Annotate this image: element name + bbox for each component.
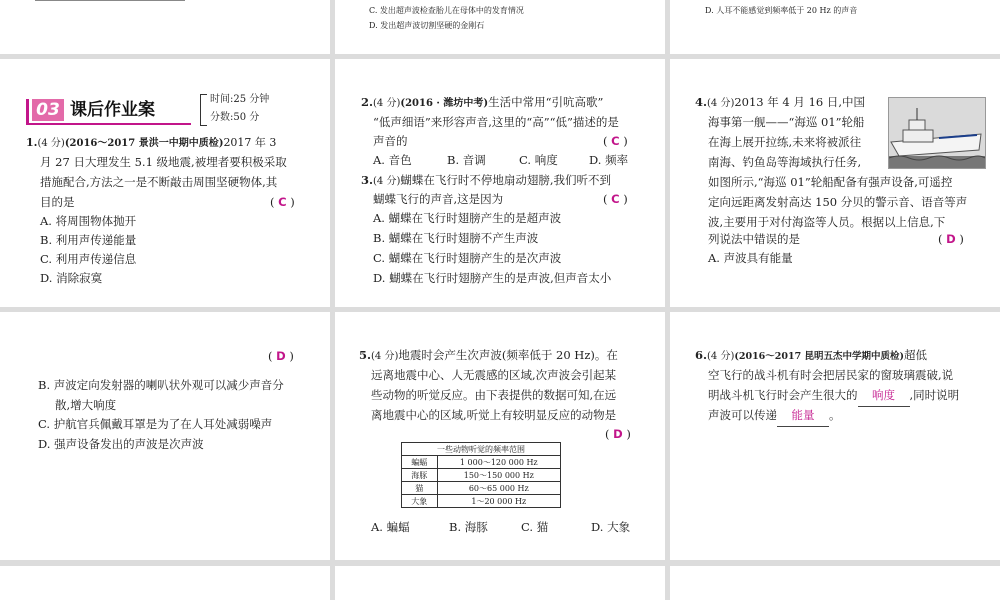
range-cell: 1～20 000 Hz: [437, 495, 560, 508]
question-text: 蝴蝶在飞行时不停地扇动翅膀,我们听不到: [400, 173, 612, 187]
question-5-line-3: 些动物的听觉反应。由下表提供的数据可知,在远: [371, 388, 617, 402]
answer-letter: D: [276, 349, 286, 363]
question-4-line-7: 波,主要用于对付海盗等人员。根据以上信息,下: [708, 215, 946, 229]
question-text: 超低: [904, 348, 928, 362]
badge-title: 课后作业案: [70, 100, 155, 120]
option-b: B. 利用声传递能量: [40, 233, 137, 247]
hearing-frequency-table: [401, 442, 561, 508]
question-2-line-3: 声音的: [373, 134, 408, 148]
question-5-line-1: [359, 346, 618, 367]
option-c: C. 护航官兵佩戴耳罩是为了在人耳处减弱噪声: [38, 417, 273, 431]
answer-box: ( D ): [605, 427, 631, 441]
slide-question-4-continued: [0, 312, 330, 560]
divider-line: [35, 0, 185, 1]
option-b: B. 音调: [447, 153, 486, 167]
time-limit: 时间:25 分钟: [210, 94, 270, 105]
animal-cell: 大象: [402, 495, 438, 508]
slide-top-right: [670, 0, 1000, 54]
option-c: C. 响度: [519, 153, 558, 167]
ship-image: [888, 97, 986, 169]
question-number: 6.: [695, 348, 708, 362]
question-points: (4 分): [373, 98, 401, 109]
table-row: [402, 456, 561, 469]
question-6-line-4: [708, 406, 841, 427]
question-number: 5.: [359, 348, 372, 362]
slide-question-5: [335, 312, 665, 560]
badge-bar-left: [26, 99, 29, 123]
question-4-line-3: 在海上展开拉练,未来将被派往: [708, 135, 862, 149]
answer-letter: C: [611, 134, 620, 148]
question-1-line-2: 月 27 日大理发生 5.1 级地震,被埋者要积极采取: [40, 155, 287, 169]
table-title: 一些动物听觉的频率范围: [402, 443, 561, 456]
option-c: C. 猫: [521, 520, 549, 534]
table-row: [402, 482, 561, 495]
option-c: C. 发出超声波检查胎儿在母体中的发育情况: [369, 6, 524, 15]
option-d: D. 消除寂寞: [40, 271, 103, 285]
option-d: D. 频率: [589, 153, 629, 167]
option-c: C. 利用声传递信息: [40, 252, 137, 266]
question-points: (4 分): [707, 98, 735, 109]
range-cell: 60～65 000 Hz: [437, 482, 560, 495]
ship-illustration: [889, 98, 985, 168]
question-5-line-4: 离地震中心的区域,听觉上有较明显反应的动物是: [371, 408, 617, 422]
question-4-line-8: 列说法中错误的是: [708, 232, 800, 246]
question-6-line-3: [708, 386, 959, 407]
option-d: D. 发出超声波切割坚硬的金刚石: [369, 21, 485, 30]
question-number: 3.: [361, 173, 374, 187]
question-text: 声波可以传递: [708, 408, 777, 422]
answer-blank-1: 响度: [858, 386, 910, 407]
question-4-line-5: 如图所示,“海巡 01”轮船配备有强声设备,可遥控: [708, 175, 953, 189]
question-2-line-1: [361, 93, 603, 114]
slide-bottom-left: [0, 566, 330, 600]
table-title-row: [402, 443, 561, 456]
question-1-line-1: [26, 133, 276, 154]
answer-letter: D: [946, 232, 956, 246]
slide-bottom-middle: [335, 566, 665, 600]
answer-blank-2: 能量: [777, 406, 829, 427]
question-3-line-2: 蝴蝶飞行的声音,这是因为: [373, 192, 504, 206]
slide-top-left: [0, 0, 330, 54]
option-a: A. 音色: [373, 153, 412, 167]
option-a: A. 将周围物体抛开: [40, 214, 137, 228]
question-source: (2016～2017 景洪一中期中质检): [64, 138, 224, 149]
slide-question-2-3: [335, 59, 665, 307]
option-a: A. 声波具有能量: [708, 251, 793, 265]
option-a: A. 蝙蝠: [371, 520, 410, 534]
option-b: B. 海豚: [449, 520, 488, 534]
score-total: 分数:50 分: [210, 112, 260, 123]
question-5-line-2: 远离地震中心、人无震感的区域,次声波会引起某: [371, 368, 617, 382]
answer-box: ( C ): [603, 192, 628, 206]
header-brace: [200, 94, 207, 126]
answer-letter: C: [278, 195, 287, 209]
answer-box: ( C ): [603, 134, 628, 148]
question-4-line-1: [695, 93, 865, 114]
question-points: (4 分): [37, 138, 65, 149]
question-2-line-2: “低声细语”来形容声音,这里的“高”“低”描述的是: [373, 115, 619, 129]
question-6-line-1: [695, 346, 927, 367]
question-1-line-3: 措施配合,方法之一是不断敲击周围坚硬物体,其: [40, 175, 278, 189]
option-a: A. 蝴蝶在飞行时翅膀产生的是超声波: [373, 211, 562, 225]
option-d: D. 强声设备发出的声波是次声波: [38, 437, 204, 451]
badge-underline: [26, 123, 191, 125]
question-source: (2016 · 潍坊中考): [400, 98, 489, 109]
question-points: (4 分): [373, 176, 401, 187]
question-text: 地震时会产生次声波(频率低于 20 Hz)。在: [398, 348, 618, 362]
question-text: 。: [829, 408, 841, 422]
question-4-line-6: 定向远距离发射高达 150 分贝的警示音、语音等声: [708, 195, 968, 209]
option-c: C. 蝴蝶在飞行时翅膀产生的是次声波: [373, 251, 562, 265]
animal-cell: 蝙蝠: [402, 456, 438, 469]
question-text: 明战斗机飞行时会产生很大的: [708, 388, 858, 402]
table-row: [402, 495, 561, 508]
question-text: 生活中常用“引吭高歌”: [488, 95, 604, 109]
range-cell: 1 000～120 000 Hz: [437, 456, 560, 469]
question-text: 2013 年 4 月 16 日,中国: [734, 95, 866, 109]
question-3-line-1: [361, 171, 611, 192]
question-source: (2016～2017 昆明五杰中学期中质检): [734, 351, 905, 362]
answer-box: ( D ): [268, 349, 294, 363]
answer-box: ( D ): [938, 232, 964, 246]
question-number: 1.: [26, 136, 38, 149]
slide-bottom-right: [670, 566, 1000, 600]
slide-question-6: [670, 312, 1000, 560]
slide-question-1: [0, 59, 330, 307]
question-6-line-2: 空飞行的战斗机有时会把居民家的窗玻璃震破,说: [708, 368, 954, 382]
animal-cell: 猫: [402, 482, 438, 495]
slide-question-4: [670, 59, 1000, 307]
answer-box: ( C ): [270, 195, 295, 209]
range-cell: 150～150 000 Hz: [437, 469, 560, 482]
question-1-line-4: 目的是: [40, 195, 75, 209]
question-number: 2.: [361, 95, 374, 109]
option-d: D. 蝴蝶在飞行时翅膀产生的是声波,但声音太小: [373, 271, 612, 285]
option-b: B. 声波定向发射器的喇叭状外观可以减少声音分: [38, 378, 284, 392]
answer-letter: C: [611, 192, 620, 206]
badge-number: 03: [32, 99, 64, 121]
question-4-line-4: 南海、钓鱼岛等海域执行任务,: [708, 155, 862, 169]
question-points: (4 分): [707, 351, 735, 362]
option-d: D. 人耳不能感觉到频率低于 20 Hz 的声音: [705, 6, 858, 15]
question-text: 2017 年 3: [223, 136, 277, 149]
question-4-line-2: 海事第一舰——“海巡 01”轮船: [708, 115, 865, 129]
option-b-continued: 散,增大响度: [55, 398, 117, 412]
slide-top-middle: [335, 0, 665, 54]
option-b: B. 蝴蝶在飞行时翅膀不产生声波: [373, 231, 539, 245]
question-points: (4 分): [371, 351, 399, 362]
option-d: D. 大象: [591, 520, 631, 534]
animal-cell: 海豚: [402, 469, 438, 482]
table-row: [402, 469, 561, 482]
question-number: 4.: [695, 95, 708, 109]
answer-letter: D: [613, 427, 623, 441]
question-text: ,同时说明: [909, 388, 960, 402]
